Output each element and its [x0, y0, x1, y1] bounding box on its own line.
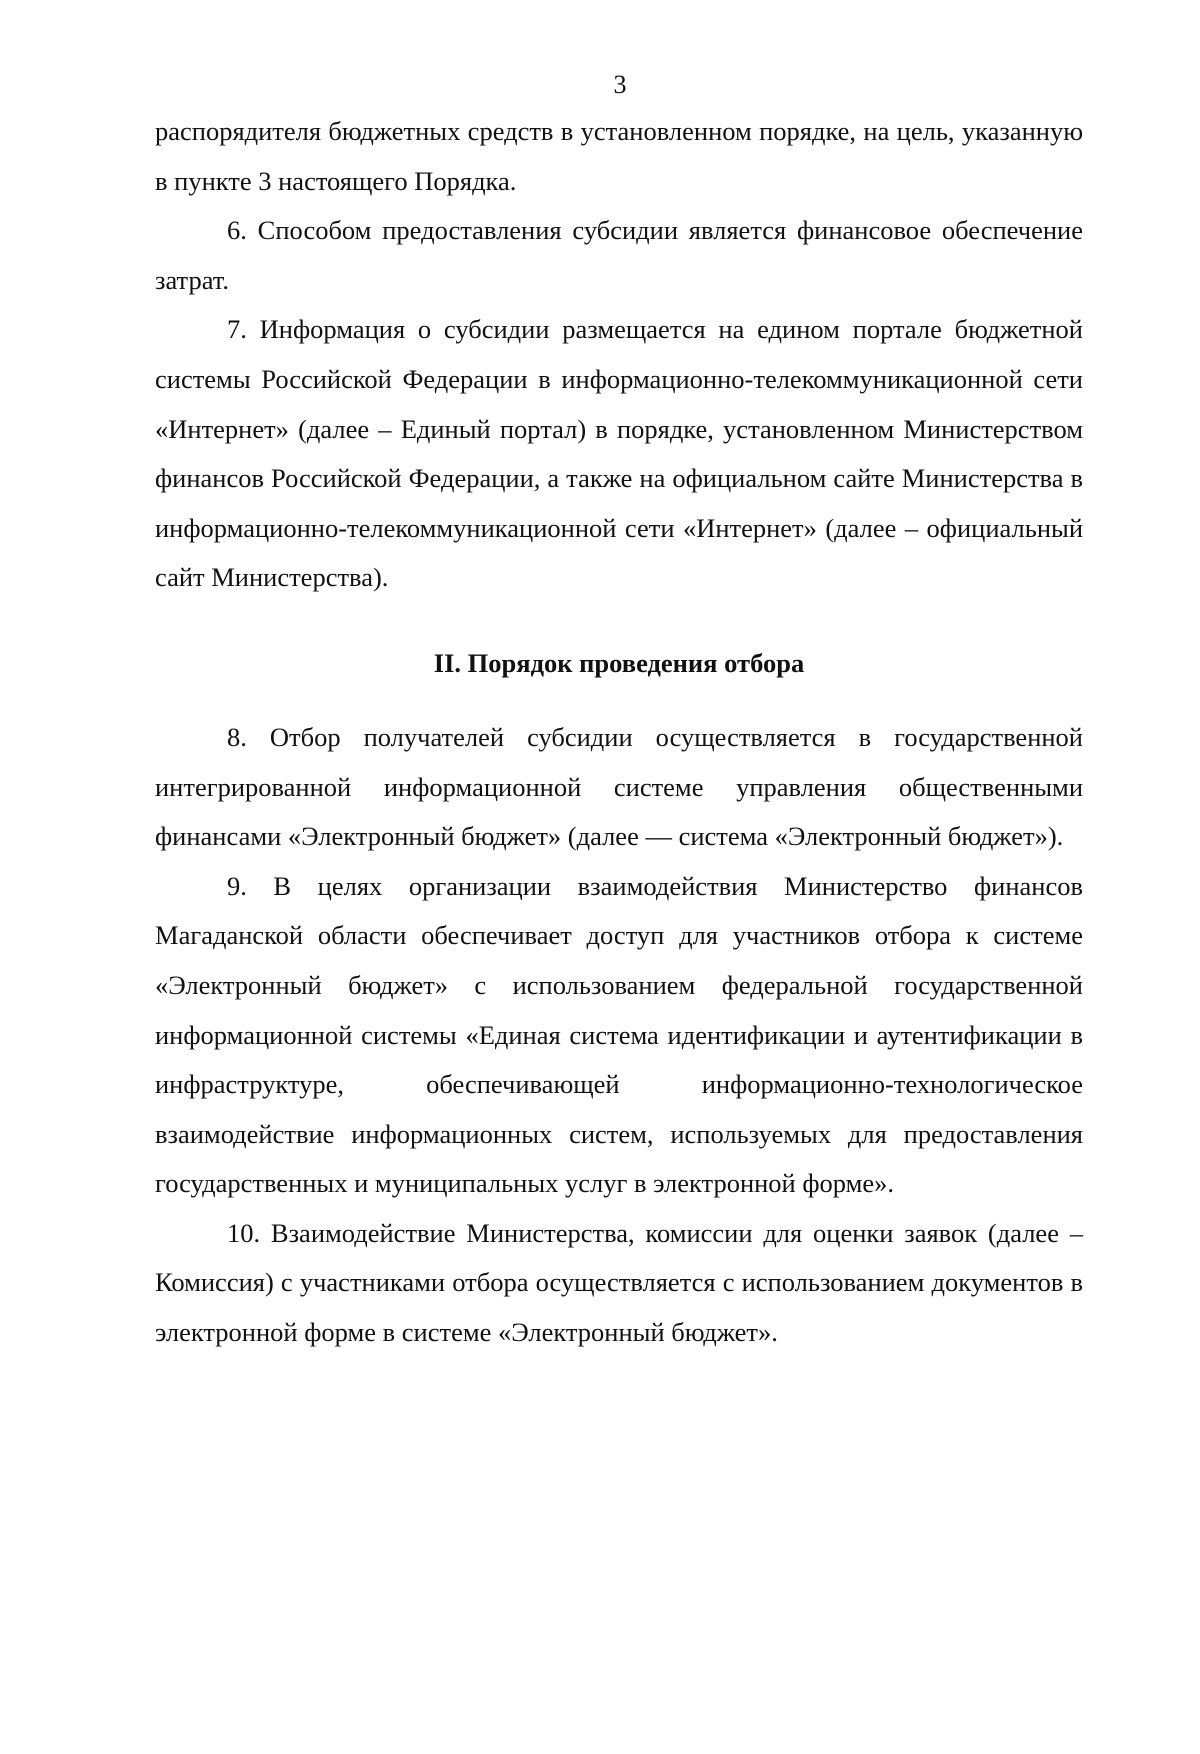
paragraph-10: 10. Взаимодействие Министерства, комиссии для оценки заявок (далее – Комиссия) с участниками отбора осуществляется с использованием документов в электронной форме в системе «Электронный бюджет».: [155, 1217, 1083, 1348]
section-heading: II. Порядок проведения отбора: [433, 647, 805, 678]
document-body: [155, 107, 1083, 1358]
paragraph-7: 7. Информация о субсидии размещается на едином портале бюджетной системы Российской Федерации в информационно-телекоммуникационной сети «Интернет» (далее – Единый портал) в порядке, установленном Министерством финансов Российской Федерации, а также на официальном сайте Министерства в информационно-телекоммуникационной сети «Интернет» (далее – официальный сайт Министерства).: [155, 314, 1083, 593]
page-number: 3: [613, 70, 627, 99]
paragraph-8: 8. Отбор получателей субсидии осуществляется в государственной интегрированной информационной системе управления общественными финансами «Электронный бюджет» (далее — система «Электронный бюджет»).: [155, 721, 1083, 852]
paragraph-6: 6. Способом предоставления субсидии является финансовое обеспечение затрат.: [155, 215, 1083, 295]
paragraph-continuation: распорядителя бюджетных средств в установленном порядке, на цель, указанную в пункте 3 настоящего Порядка.: [155, 116, 1083, 196]
paragraph-9: 9. В целях организации взаимодействия Министерство финансов Магаданской области обеспечивает доступ для участников отбора к системе «Электронный бюджет» с использованием федеральной государственной информационной системы «Единая система идентификации и аутентификации в инфраструктуре, обеспечивающей информационно-технологическое взаимодействие информационных систем, используемых для предоставления государственных и муниципальных услуг в электронной форме».: [155, 870, 1083, 1199]
